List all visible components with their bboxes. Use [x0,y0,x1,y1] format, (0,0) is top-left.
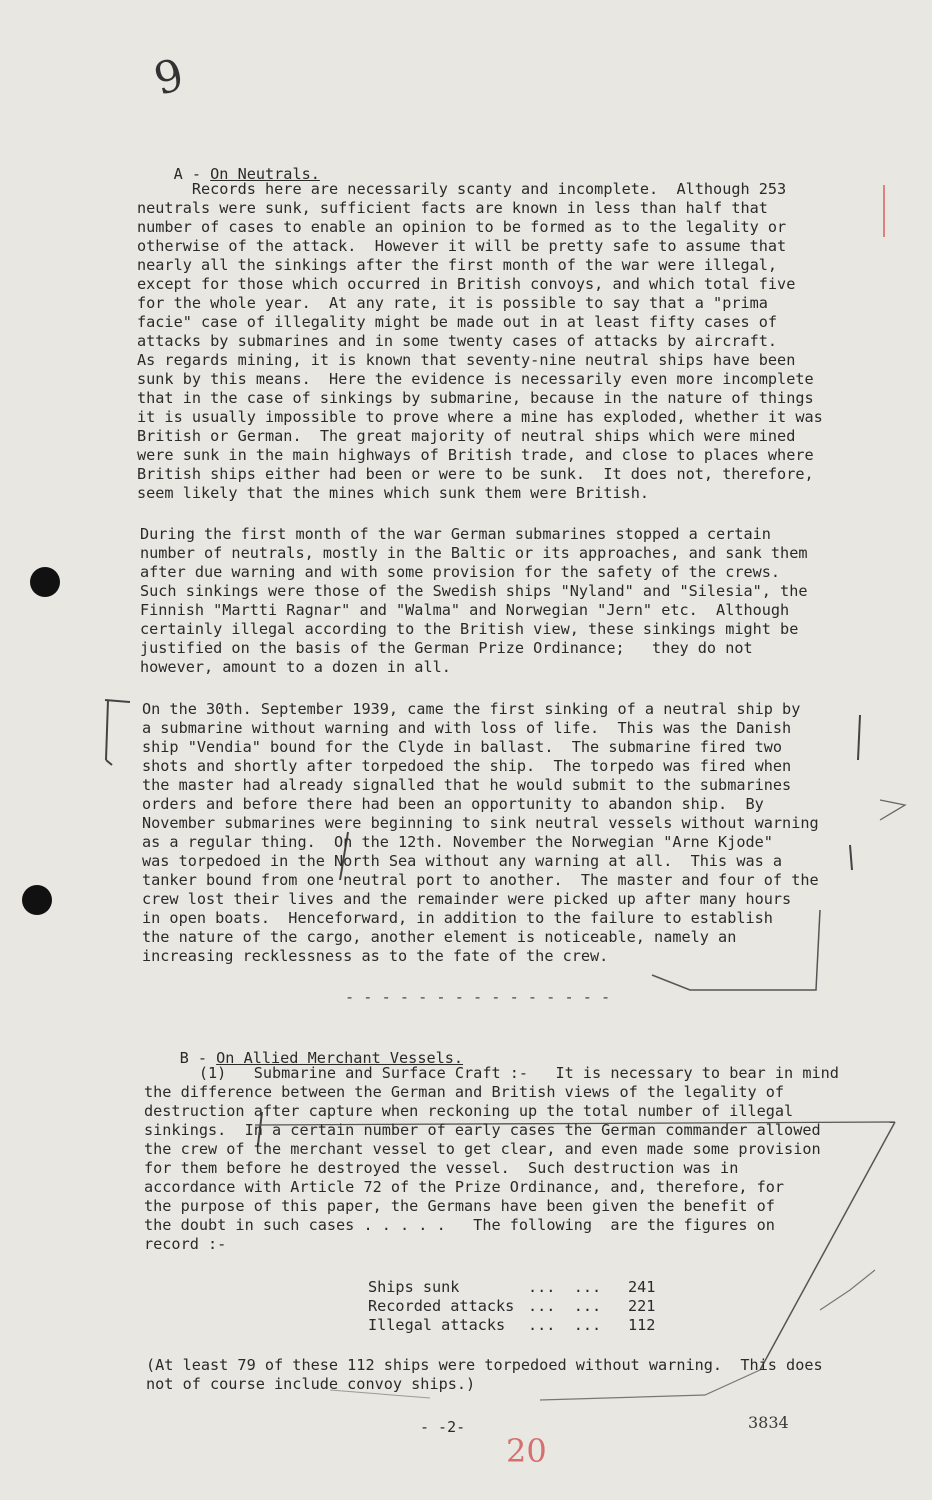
text-line: number of neutrals, mostly in the Baltic or its approaches, and sank them [140,544,808,562]
text-line: Such sinkings were those of the Swedish ships "Nyland" and "Silesia", the [140,582,808,600]
text-line: however, amount to a dozen in all. [140,658,451,676]
red-margin-line [883,185,885,237]
text-line: tanker bound from one neutral port to another. The master and four of the [142,871,819,889]
section-separator: - - - - - - - - - - - - - - - [345,988,611,1006]
text-line: certainly illegal according to the British view, these sinkings might be [140,620,799,638]
figure-label: Ships sunk [368,1278,460,1296]
text-line: attacks by submarines and in some twenty cases of attacks by aircraft. [137,332,778,350]
figure-row [368,1297,668,1316]
text-line: facie" case of illegality might be made out in at least fifty cases of [137,313,778,331]
text-line: the master had already signalled that he would submit to the submarines [142,776,792,794]
text-line: the crew of the merchant vessel to get clear, and even made some provision [144,1140,821,1158]
text-line: crew lost their lives and the remainder were picked up after many hours [142,890,792,908]
text-line: except for those which occurred in British convoys, and which total five [137,275,796,293]
text-line: British or German. The great majority of neutral ships which were mined [137,427,796,445]
text-line: the difference between the German and British views of the legality of [144,1083,785,1101]
text-line: justified on the basis of the German Prize Ordinance; they do not [140,639,753,657]
text-line: (At least 79 of these 112 ships were torpedoed without warning. This does [146,1356,823,1374]
text-line: for the whole year. At any rate, it is possible to say that a "prima [137,294,768,312]
section-a-title: On Neutrals. [210,165,320,184]
figure-value: 221 [628,1297,656,1316]
text-line: destruction after capture when reckoning up the total number of illegal [144,1102,794,1120]
section-a-prefix: A - [173,165,211,184]
text-line: On the 30th. September 1939, came the first sinking of a neutral ship by [142,700,801,718]
figure-row [368,1278,668,1297]
text-line: orders and before there had been an opportunity to abandon ship. By [142,795,764,813]
text-line: after due warning and with some provision for the safety of the crews. [140,563,781,581]
text-line: not of course include convoy ships.) [146,1375,476,1393]
text-line: November submarines were beginning to sink neutral vessels without warning [142,814,819,832]
text-line: the nature of the cargo, another element is noticeable, namely an [142,928,737,946]
text-line: Finnish "Martti Ragnar" and "Walma" and Norwegian "Jern" etc. Although [140,601,790,619]
text-line: accordance with Article 72 of the Prize Ordinance, and, therefore, for [144,1178,785,1196]
text-line: number of cases to enable an opinion to be formed as to the legality or [137,218,787,236]
text-line: neutrals were sunk, sufficient facts are known in less than half that [137,199,768,217]
text-line: As regards mining, it is known that seventy-nine neutral ships have been [137,351,796,369]
text-line: were sunk in the main highways of British trade, and close to places where [137,446,814,464]
figure-leader: ... ... [528,1278,602,1296]
section-b-title: On Allied Merchant Vessels. [216,1049,464,1068]
figure-leader: ... ... [528,1316,602,1335]
text-line: Records here are necessarily scanty and incomplete. Although 253 [137,180,787,198]
punch-hole-top [30,567,60,597]
figure-label: Illegal attacks [368,1316,506,1335]
text-line: that in the case of sinkings by submarine, because in the nature of things [137,389,814,407]
text-line: increasing recklessness as to the fate of the crew. [142,947,609,965]
text-line: During the first month of the war German submarines stopped a certain [140,525,771,543]
red-folio-mark: 20 [506,1432,547,1470]
text-line: the purpose of this paper, the Germans have been given the benefit of [144,1197,775,1215]
section-b-prefix: B - [179,1049,217,1068]
text-line: ship "Vendia" bound for the Clyde in ballast. The submarine fired two [142,738,783,756]
text-line: sunk by this means. Here the evidence is necessarily even more incomplete [137,370,814,388]
figure-value: 112 [628,1316,656,1335]
text-line: otherwise of the attack. However it will be pretty safe to assume that [137,237,787,255]
text-line: nearly all the sinkings after the first month of the war were illegal, [137,256,778,274]
text-line: the doubt in such cases . . . . . The following are the figures on [144,1216,775,1234]
text-line: seem likely that the mines which sunk them were British. [137,484,650,502]
figure-row [368,1316,668,1335]
text-line: sinkings. In a certain number of early cases the German commander allowed [144,1121,821,1139]
text-line: was torpedoed in the North Sea without any warning at all. This was a [142,852,783,870]
text-line: British ships either had been or were to be sunk. It does not, therefore, [137,465,814,483]
figure-label: Recorded attacks [368,1297,515,1316]
punch-hole-bottom [22,885,52,915]
figure-leader: ... ... [528,1297,602,1316]
corner-mark: 9 [148,49,190,106]
figure-value: 241 [628,1278,656,1296]
text-line: for them before he destroyed the vessel. Such destruction was in [144,1159,739,1177]
text-line: it is usually impossible to prove where a mine has exploded, whether it was [137,408,823,426]
text-line: shots and shortly after torpedoed the ship. The torpedo was fired when [142,757,792,775]
text-line: as a regular thing. On the 12th. November the Norwegian "Arne Kjode" [142,833,773,851]
text-line: a submarine without warning and with loss of life. This was the Danish [142,719,792,737]
figures-table [368,1278,668,1335]
folio-number: 3834 [748,1413,789,1432]
text-line: (1) Submarine and Surface Craft :- It is necessary to bear in mind [144,1064,839,1082]
text-line: record :- [144,1235,227,1253]
text-line: in open boats. Henceforward, in addition to the failure to establish [142,909,773,927]
page-number: - -2- [420,1418,466,1436]
